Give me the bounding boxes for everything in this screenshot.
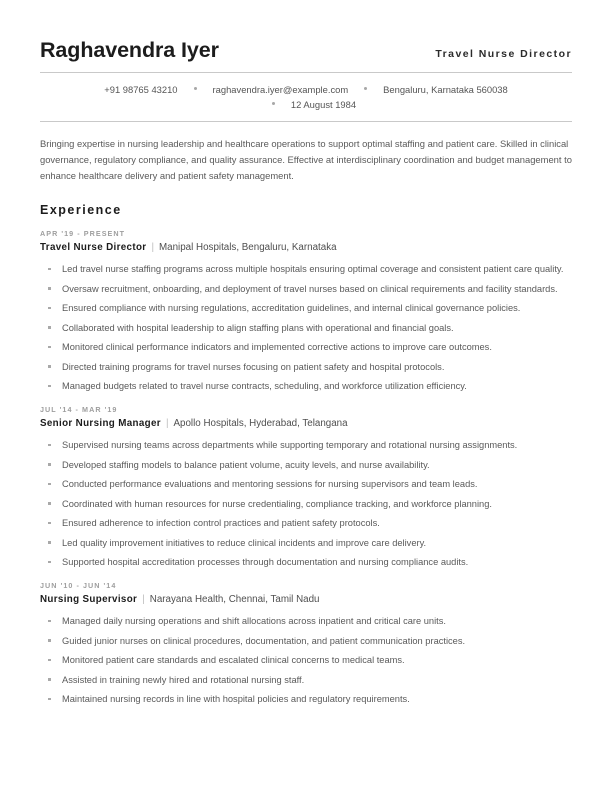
list-item: Monitored clinical performance indicators and implemented corrective actions to improve care outcomes. bbox=[40, 340, 572, 355]
separator-dot-icon bbox=[194, 87, 197, 90]
job-bullet-list bbox=[40, 614, 572, 707]
list-item: Directed training programs for travel nurses focusing on patient safety and hospital protocols. bbox=[40, 360, 572, 375]
list-item: Maintained nursing records in line with hospital policies and regulatory requirements. bbox=[40, 692, 572, 707]
job-bullet-list bbox=[40, 262, 572, 394]
list-item: Monitored patient care standards and escalated clinical concerns to medical teams. bbox=[40, 653, 572, 668]
list-item: Managed daily nursing operations and shift allocations across inpatient and critical care units. bbox=[40, 614, 572, 629]
list-item: Coordinated with human resources for nurse credentialing, compliance tracking, and workforce planning. bbox=[40, 497, 572, 512]
job-headline bbox=[40, 594, 572, 607]
contact-location: Bengaluru, Karnataka 560038 bbox=[383, 83, 508, 95]
list-item: Ensured adherence to infection control practices and patient safety protocols. bbox=[40, 516, 572, 531]
list-item: Conducted performance evaluations and mentoring sessions for nursing supervisors and team leads. bbox=[40, 477, 572, 492]
contact-block bbox=[40, 73, 572, 121]
list-item: Oversaw recruitment, onboarding, and deployment of travel nurses based on clinical requirements and facility standards. bbox=[40, 282, 572, 297]
job-company: Narayana Health, Chennai, Tamil Nadu bbox=[149, 594, 320, 606]
separator-dot-icon bbox=[272, 102, 275, 105]
experience-list bbox=[40, 229, 572, 707]
professional-summary: Bringing expertise in nursing leadership and healthcare operations to support optimal staffing and patient care. Skilled in clinical governance, regulatory compliance, and quality assurance. Effective at interdisciplinary coordination and budget management to enhance healthcare delivery and patient safety management. bbox=[40, 137, 572, 182]
list-item: Led quality improvement initiatives to reduce clinical incidents and improve care delivery. bbox=[40, 536, 572, 551]
section-title-experience: Experience bbox=[40, 203, 122, 218]
job-role: Travel Nurse Director bbox=[40, 242, 147, 254]
list-item: Ensured compliance with nursing regulations, accreditation guidelines, and internal clinical governance policies. bbox=[40, 301, 572, 316]
job-role: Nursing Supervisor bbox=[40, 594, 138, 606]
job-separator-pipe: | bbox=[165, 418, 169, 430]
job-headline bbox=[40, 242, 572, 255]
list-item: Developed staffing models to balance patient volume, acuity levels, and nurse availability. bbox=[40, 458, 572, 473]
job-dates: APR '19 - PRESENT bbox=[40, 229, 126, 239]
resume-header bbox=[40, 38, 572, 72]
candidate-headline: Travel Nurse Director bbox=[435, 48, 572, 60]
job-company: Manipal Hospitals, Bengaluru, Karnataka bbox=[159, 242, 337, 254]
list-item: Collaborated with hospital leadership to align staffing plans with operational and financial goals. bbox=[40, 321, 572, 336]
job-headline bbox=[40, 418, 572, 431]
list-item: Supported hospital accreditation processes through documentation and nursing compliance audits. bbox=[40, 555, 572, 570]
experience-item bbox=[40, 229, 572, 394]
list-item: Supervised nursing teams across departments while supporting temporary and rotational nursing assignments. bbox=[40, 438, 572, 453]
contact-phone: +91 98765 43210 bbox=[104, 83, 178, 95]
header-divider-bottom bbox=[40, 121, 572, 122]
contact-line-primary bbox=[40, 82, 572, 98]
contact-email[interactable]: raghavendra.iyer@example.com bbox=[212, 83, 349, 95]
job-company: Apollo Hospitals, Hyderabad, Telangana bbox=[173, 418, 348, 430]
contact-line-secondary bbox=[40, 97, 572, 113]
experience-item bbox=[40, 581, 572, 707]
list-item: Led travel nurse staffing programs across multiple hospitals ensuring optimal coverage and consistent patient care quality. bbox=[40, 262, 572, 277]
job-dates: JUN '10 - JUN '14 bbox=[40, 581, 117, 591]
list-item: Managed budgets related to travel nurse contracts, scheduling, and workforce utilization efficiency. bbox=[40, 379, 572, 394]
list-item: Assisted in training newly hired and rotational nursing staff. bbox=[40, 673, 572, 688]
candidate-name: Raghavendra Iyer bbox=[40, 38, 219, 62]
contact-birthdate: 12 August 1984 bbox=[290, 99, 357, 111]
job-separator-pipe: | bbox=[142, 594, 145, 606]
list-item: Guided junior nurses on clinical procedures, documentation, and patient communication practices. bbox=[40, 634, 572, 649]
experience-item bbox=[40, 405, 572, 570]
separator-dot-icon bbox=[364, 87, 367, 90]
job-role: Senior Nursing Manager bbox=[40, 418, 161, 430]
job-dates: JUL '14 - MAR '19 bbox=[40, 405, 118, 415]
job-bullet-list bbox=[40, 438, 572, 570]
job-separator-pipe: | bbox=[151, 242, 154, 254]
